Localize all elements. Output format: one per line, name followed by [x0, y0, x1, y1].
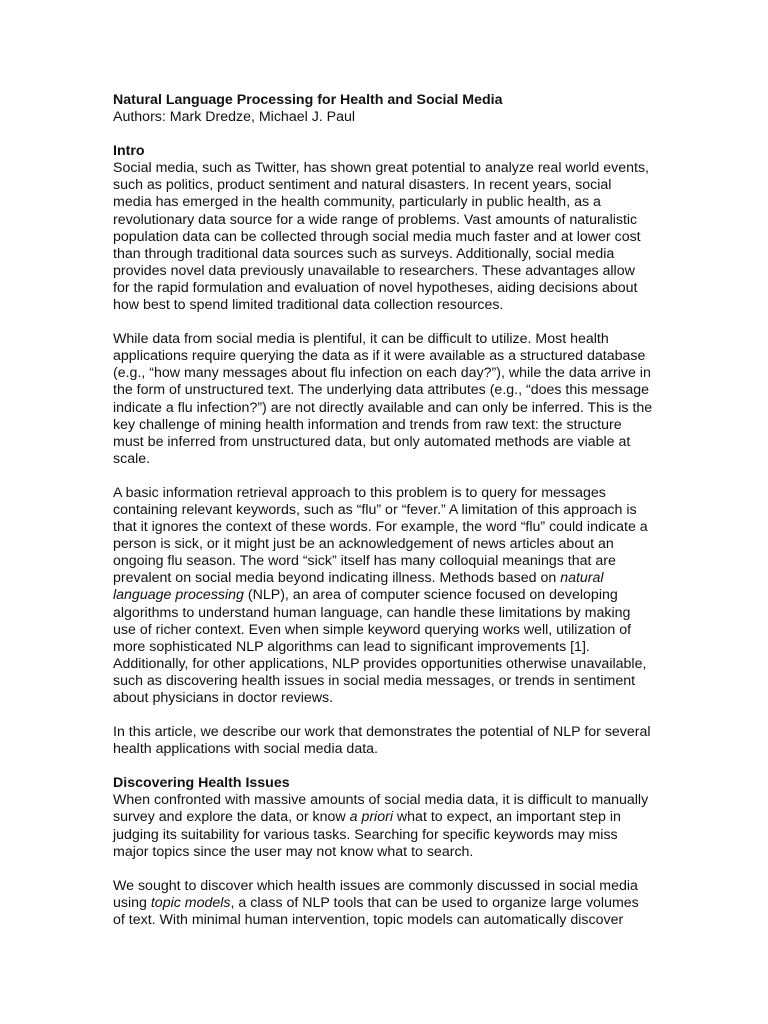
intro-paragraph-3-text-b: (NLP), an area of computer science focused on developing algorithms to understand human language, can handle these limitations by making use of richer context. Even when simple keyword querying works well, utilization of more sophisticated NLP algorithms can lead to significant improvements [1]. Additionally, for other applications, NLP provides opportunities otherwise unavailable, such as discovering health issues in social media messages, or trends in sentiment about physicians in doctor reviews.: [113, 587, 647, 706]
discovering-paragraph-2: [113, 878, 653, 929]
discovering-paragraph-2-emphasis: topic models: [150, 894, 231, 911]
discovering-paragraph-1-emphasis: a priori: [349, 809, 393, 826]
intro-paragraph-2: While data from social media is plentiful, it can be difficult to utilize. Most health applications require querying the data as if it were available as a structured database (e.g., “how many messages about flu infection on each day?”), while the data arrive in the form of unstructured text. The underlying data attributes (e.g., “does this message indicate a flu infection?”) are not directly available and can only be inferred. This is the key challenge of mining health information and trends from raw text: the structure must be inferred from unstructured data, but only automated methods are viable at scale.: [113, 331, 653, 467]
discovering-paragraph-1-text-a: When confronted with massive amounts of social media data, it is difficult to manually survey and explore the data, or know: [113, 792, 649, 826]
section-heading-intro: Intro: [113, 143, 145, 160]
document-title: Natural Language Processing for Health and Social Media: [113, 92, 503, 108]
document-authors: Authors: Mark Dredze, Michael J. Paul: [113, 109, 356, 126]
intro-paragraph-3-emphasis: natural language processing: [113, 570, 604, 604]
discovering-paragraph-2-text-b: , a class of NLP tools that can be used to organize large volumes of text. With minimal human intervention, topic models can automatically discover: [113, 894, 639, 928]
intro-paragraph-1: Social media, such as Twitter, has shown great potential to analyze real world events, such as politics, product sentiment and natural disasters. In recent years, social media has emerged in the health community, particularly in public health, as a revolutionary data source for a wide range of problems. Vast amounts of naturalistic population data can be collected through social media much faster and at lower cost than through traditional data sources such as surveys. Additionally, social media provides novel data previously unavailable to researchers. These advantages allow for the rapid formulation and evaluation of novel hypotheses, aiding decisions about how best to spend limited traditional data collection resources.: [113, 160, 649, 314]
section-heading-discovering-health-issues: Discovering Health Issues: [113, 775, 290, 792]
discovering-paragraph-2-text-a: We sought to discover which health issues are commonly discussed in social media using: [113, 877, 638, 911]
intro-paragraph-3: [113, 485, 653, 707]
discovering-paragraph-1: [113, 792, 653, 860]
intro-paragraph-3-text-a: A basic information retrieval approach to this problem is to query for messages containing relevant keywords, such as “flu” or “fever.” A limitation of this approach is that it ignores the context of these words. For example, the word “flu” could indicate a person is sick, or it might just be an acknowledgement of news articles about an ongoing flu season. The word “sick” itself has many colloquial meanings that are prevalent on social media beyond indicating illness. Methods based on: [113, 484, 648, 587]
document-page: [113, 92, 653, 929]
discovering-paragraph-1-text-b: what to expect, an important step in judging its suitability for various tasks. Searching for specific keywords may miss major topics since the user may not know what to search.: [113, 809, 621, 860]
intro-paragraph-4: In this article, we describe our work that demonstrates the potential of NLP for several health applications with social media data.: [113, 724, 651, 758]
